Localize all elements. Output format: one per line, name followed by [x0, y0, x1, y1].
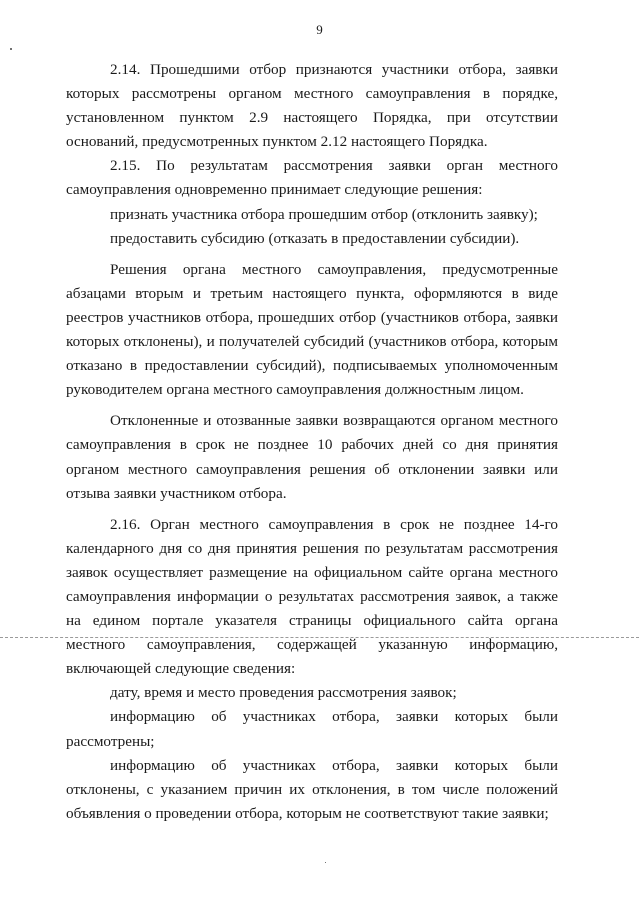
scan-speck — [325, 862, 326, 863]
decision-item: признать участника отбора прошедшим отбор (отклонить заявку); — [110, 205, 538, 223]
info-item: информацию об участниках отбора, заявки которых были отклонены, с указанием причин их отклонения, в том числе положений объявления о проведении отбора, которым не соответствуют такие заявки; — [66, 756, 558, 822]
returned-applications-paragraph: Отклоненные и отозванные заявки возвращаются органом местного самоуправления в срок не позднее 10 рабочих дней со дня принятия органом местного самоуправления решения об отклонении заявки или отзыва заявки участником отбора. — [66, 412, 558, 502]
decision-item: предоставить субсидию (отказать в предоставлении субсидии). — [110, 229, 520, 247]
info-item: дату, время и место проведения рассмотрения заявок; — [110, 684, 457, 702]
scan-speck — [10, 48, 12, 50]
info-item: информацию об участниках отбора, заявки которых были рассмотрены; — [66, 708, 558, 750]
page-number: 9 — [316, 22, 323, 37]
clause-2-14: 2.14. Прошедшими отбор признаются участники отбора, заявки которых рассмотрены органом местного самоуправления в порядке, установленном пунктом 2.9 настоящего Порядка, при отсутствии оснований, предусмотренных пунктом 2.12 настоящего Порядка. — [66, 61, 558, 151]
document-body — [66, 58, 558, 826]
clause-2-16: 2.16. Орган местного самоуправления в срок не позднее 14-го календарного дня со дня принятия решения по результатам рассмотрения заявок осуществляет размещение на официальном сайте органа местного самоуправления информации о результатах рассмотрения заявок, а также на едином портале указателя страницы официального сайта органа местного самоуправления, содержащей указанную информацию, включающей следующие сведения: — [66, 515, 558, 678]
decisions-paragraph: Решения органа местного самоуправления, предусмотренные абзацами вторым и третьим настоящего пункта, оформляются в виде реестров участников отбора, прошедших отбор (участников отбора, заявки которых отклонены), и получателей субсидий (участников отбора, которым отказано в предоставлении субсидий), подписываемых уполномоченным руководителем органа местного самоуправления должностным лицом. — [66, 260, 558, 399]
clause-2-15: 2.15. По результатам рассмотрения заявки орган местного самоуправления одновременно принимает следующие решения: — [66, 157, 558, 199]
